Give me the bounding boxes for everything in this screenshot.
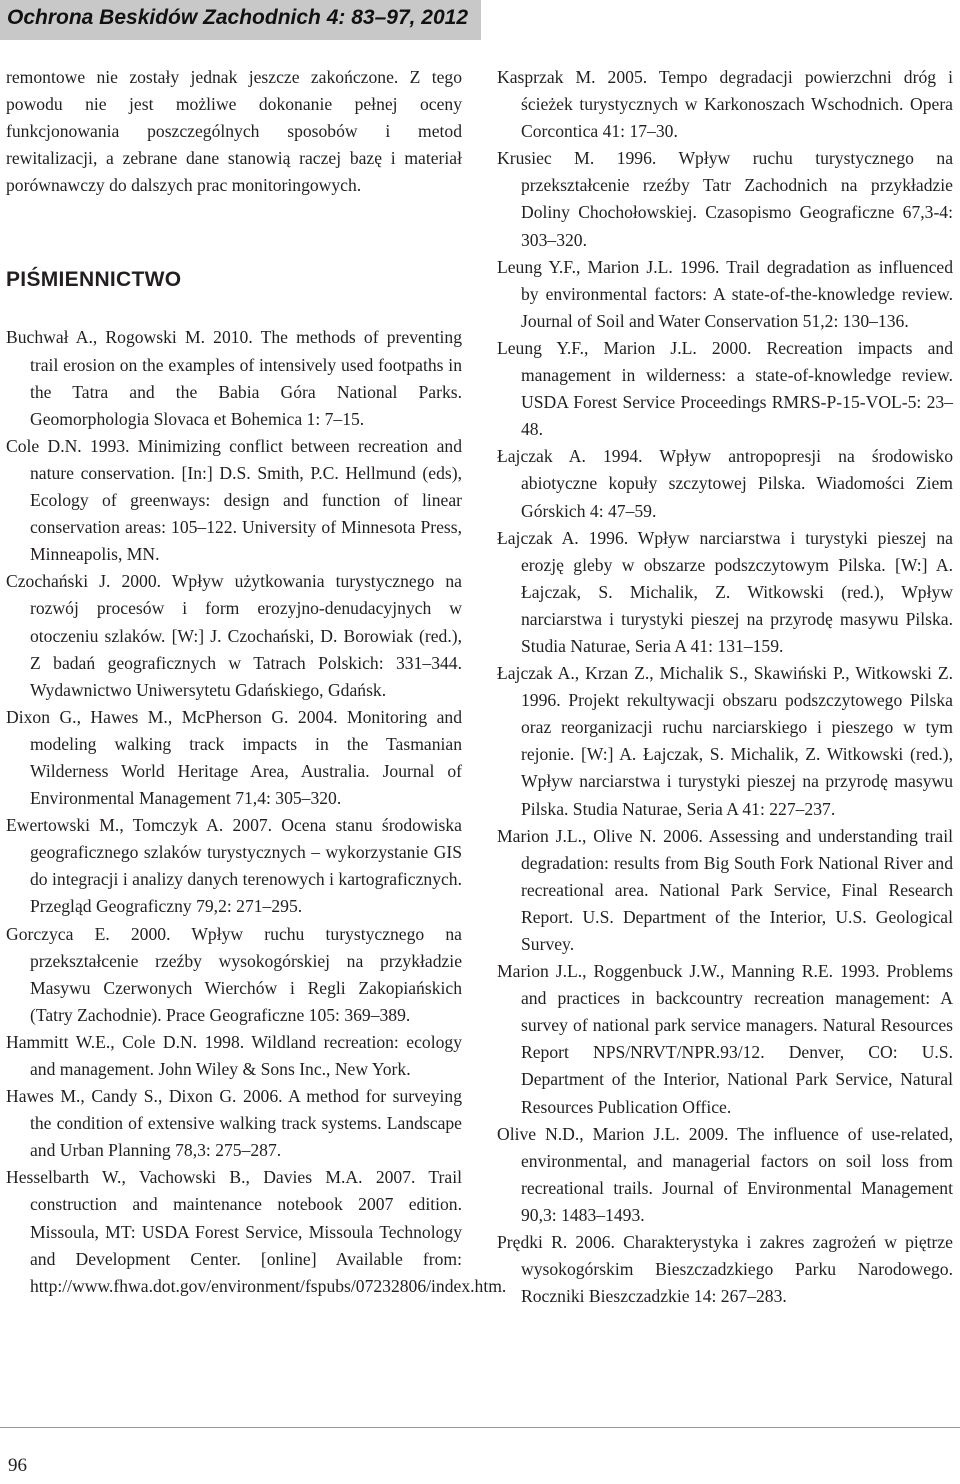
running-header-bar [0,0,481,40]
page-number: 96 [8,1455,27,1476]
reference-item: Łajczak A., Krzan Z., Michalik S., Skawiński P., Witkowski Z. 1996. Projekt rekultywacji obszaru podszczytowego Pilska oraz reorganizacji ruchu narciarskiego i pieszego w tym rejonie. [W:] A. Łajczak, S. Michalik, Z. Witkowski (red.), Wpływ narciarstwa i turystyki pieszej na przyrodę masywu Pilska. Studia Naturae, Seria A 41: 227–237. [497,663,953,819]
reference-item: Dixon G., Hawes M., McPherson G. 2004. Monitoring and modeling walking track impacts in the Tasmanian Wilderness World Heritage Area, Australia. Journal of Environmental Management 71,4: 305–320. [6,706,462,809]
footer-divider [0,1427,960,1428]
reference-item: Hesselbarth W., Vachowski B., Davies M.A. 2007. Trail construction and maintenance notebook 2007 edition. Missoula, MT: USDA Forest Service, Missoula Technology and Development Center. [online] Available from: http://www.fhwa.dot.gov/environment/fspubs/07232806/index.htm. [6,1167,507,1296]
reference-item: Prędki R. 2006. Charakterystyka i zakres zagrożeń w piętrze wysokogórskim Bieszczadzkiego Parku Narodowego. Roczniki Bieszczadzkie 14: 267–283. [497,1232,953,1307]
left-column [6,64,507,1300]
reference-item: Marion J.L., Roggenbuck J.W., Manning R.E. 1993. Problems and practices in backcountry recreation management: A survey of national park service managers. Natural Resources Report NPS/NRVT/NPR.93/12. Denver, CO: U.S. Department of the Interior, National Park Service, Natural Resources Publication Office. [497,961,953,1117]
reference-item: Łajczak A. 1994. Wpływ antropopresji na środowisko abiotyczne kopuły szczytowej Pilska. Wiadomości Ziem Górskich 4: 47–59. [497,446,953,521]
reference-item: Gorczyca E. 2000. Wpływ ruchu turystycznego na przekształcenie rzeźby wysokogórskiej na przykładzie Masywu Czerwonych Wierchów i Regli Zakopiańskich (Tatry Zachodnie). Prace Geograficzne 105: 369–389. [6,923,462,1025]
reference-item: Marion J.L., Olive N. 2006. Assessing and understanding trail degradation: results from Big South Fork National River and recreational area. National Park Service, Final Research Report. U.S. Department of the Interior, U.S. Geological Survey. [497,825,953,954]
right-column [497,64,953,1310]
reference-item: Czochański J. 2000. Wpływ użytkowania turystycznego na rozwój procesów i form erozyjno-denudacyjnych w otoczeniu szlaków. [W:] J. Czochański, D. Borowiak (red.), Z badań geograficznych w Tatrach Polskich: 331–344. Wydawnictwo Uniwersytetu Gdańskiego, Gdańsk. [6,571,462,700]
reference-item: Krusiec M. 1996. Wpływ ruchu turystycznego na przekształcenie rzeźby Tatr Zachodnich na przykładzie Doliny Chochołowskiej. Czasopismo Geograficzne 67,3-4: 303–320. [497,148,953,250]
reference-item: Łajczak A. 1996. Wpływ narciarstwa i turystyki pieszej na erozję gleby w obszarze podszczytowym Pilska. [W:] A. Łajczak, S. Michalik, Z. Witkowski (red.), Wpływ narciarstwa i turystyki pieszej na przyrodę masywu Pilska. Studia Naturae, Seria A 41: 131–159. [497,527,953,656]
section-heading: PIŚMIENNICTWO [6,268,182,292]
reference-item: Buchwał A., Rogowski M. 2010. The methods of preventing trail erosion on the examples of intensively used footpaths in the Tatra and the Babia Góra National Parks. Geomorphologia Slovaca et Bohemica 1: 7–15. [6,327,462,429]
reference-item: Cole D.N. 1993. Minimizing conflict between recreation and nature conservation. [In:] D.S. Smith, P.C. Hellmund (eds), Ecology of greenways: design and function of linear conservation areas: 105–122. University of Minnesota Press, Minneapolis, MN. [6,435,462,565]
running-title: Ochrona Beskidów Zachodnich 4: 83–97, 2012 [7,6,469,29]
reference-item: Kasprzak M. 2005. Tempo degradacji powierzchni dróg i ścieżek turystycznych w Karkonoszach Wschodnich. Opera Corcontica 41: 17–30. [497,67,953,142]
reference-item: Olive N.D., Marion J.L. 2009. The influence of use-related, environmental, and managerial factors on soil loss from recreational trails. Journal of Environmental Management 90,3: 1483–1493. [497,1123,953,1225]
reference-list-left [6,324,507,1299]
reference-item: Leung Y.F., Marion J.L. 1996. Trail degradation as influenced by environmental factors: A state-of-the-knowledge review. Journal of Soil and Water Conservation 51,2: 130–136. [497,256,953,331]
reference-item: Ewertowski M., Tomczyk A. 2007. Ocena stanu środowiska geograficznego szlaków turystycznych – wykorzystanie GIS do integracji i analizy danych terenowych i kartograficznych. Przegląd Geograficzny 79,2: 271–295. [6,815,462,917]
reference-list-right [497,64,953,1310]
reference-item: Hawes M., Candy S., Dixon G. 2006. A method for surveying the condition of extensive walking track systems. Landscape and Urban Planning 78,3: 275–287. [6,1086,462,1161]
intro-paragraph: remontowe nie zostały jednak jeszcze zakończone. Z tego powodu nie jest możliwe dokonanie pełnej oceny funkcjonowania poszczególnych sposobów i metod rewitalizacji, a zebrane dane stanowią raczej bazę i materiał porównawczy do dalszych prac monitoringowych. [6,67,462,196]
reference-item: Hammitt W.E., Cole D.N. 1998. Wildland recreation: ecology and management. John Wiley & Sons Inc., New York. [6,1031,462,1079]
reference-item: Leung Y.F., Marion J.L. 2000. Recreation impacts and management in wilderness: a state-of-knowledge review. USDA Forest Service Proceedings RMRS-P-15-VOL-5: 23–48. [497,337,953,440]
